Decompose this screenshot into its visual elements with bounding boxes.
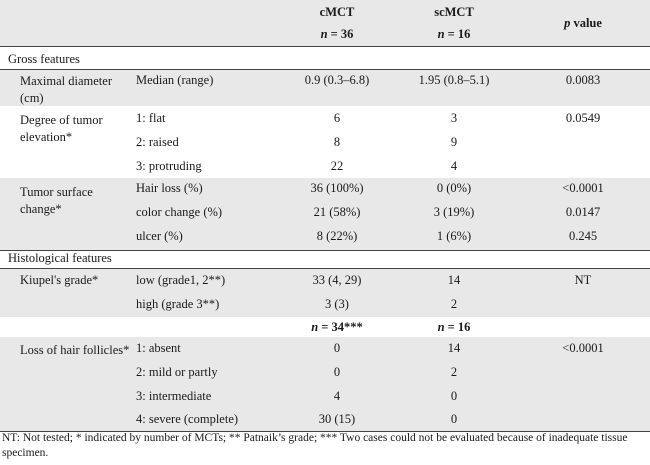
- header-scmct: scMCT: [434, 5, 474, 19]
- p-hair: <0.0001: [562, 341, 604, 355]
- scmct-surf2: 3 (19%): [433, 205, 475, 219]
- cmct-hair1: 0: [333, 341, 341, 355]
- p-maxdiam: 0.0083: [565, 73, 601, 87]
- sub-kiupel2: high (grade 3**): [136, 297, 220, 311]
- feature-elevation: Degree of tumor elevation*: [20, 113, 103, 144]
- scmct-elev3: 4: [450, 159, 458, 173]
- scmct-kiupel1: 14: [447, 273, 461, 287]
- p-elevation: 0.0549: [565, 111, 601, 125]
- scmct-hair2: 2: [450, 365, 458, 379]
- scmct-surf1: 0 (0%): [436, 181, 472, 195]
- cmct-kiupel2: 3 (3): [325, 297, 349, 311]
- sub-surf2: color change (%): [136, 205, 223, 219]
- scmct-kiupel2: 2: [450, 297, 458, 311]
- cmct-maxdiam: 0.9 (0.3–6.8): [304, 73, 370, 87]
- sub-elev3: 3: protruding: [136, 159, 202, 173]
- sub-elev2: 2: raised: [136, 135, 179, 149]
- n-scmct-histo: n = 16: [437, 320, 471, 334]
- sub-hair4: 4: severe (complete): [136, 412, 239, 426]
- sub-surf3: ulcer (%): [136, 229, 183, 243]
- cmct-hair4: 30 (15): [318, 412, 356, 426]
- feature-surface: Tumor surface change*: [20, 185, 93, 216]
- scmct-hair4: 0: [450, 412, 458, 426]
- p-surf2: 0.0147: [565, 205, 601, 219]
- cmct-elev1: 6: [333, 111, 341, 125]
- divider: [0, 46, 650, 47]
- n-cmct-histo: n = 34***: [311, 320, 363, 334]
- scmct-hair3: 0: [450, 389, 458, 403]
- p-surf3: 0.245: [568, 229, 598, 243]
- header-n-cmct: n = 36: [320, 27, 354, 41]
- p-kiupel: NT: [574, 273, 592, 287]
- section-histo: Histological features: [8, 251, 112, 265]
- sub-kiupel1: low (grade1, 2**): [136, 273, 226, 287]
- scmct-maxdiam: 1.95 (0.8–5.1): [418, 73, 490, 87]
- sub-hair3: 3: intermediate: [136, 389, 212, 403]
- scmct-elev1: 3: [450, 111, 458, 125]
- cmct-kiupel1: 33 (4, 29): [312, 273, 362, 287]
- feature-kiupel: Kiupel's grade*: [20, 273, 99, 287]
- header-pvalue: p value: [564, 16, 602, 30]
- cmct-surf2: 21 (58%): [313, 205, 361, 219]
- sub-surf1: Hair loss (%): [136, 181, 203, 195]
- feature-hair: Loss of hair follicles*: [20, 343, 130, 357]
- table-footnote: NT: Not tested; * indicated by number of MCTs; ** Patnaik’s grade; *** Two cases could not be evaluated because of inadequate tissue specimen.: [2, 432, 628, 459]
- cmct-elev2: 8: [333, 135, 341, 149]
- cmct-elev3: 22: [330, 159, 344, 173]
- scmct-elev2: 9: [450, 135, 458, 149]
- cmct-hair3: 4: [333, 389, 341, 403]
- sub-elev1: 1: flat: [136, 111, 166, 125]
- sub-maxdiam: Median (range): [136, 73, 214, 87]
- feature-maxdiam: Maximal diameter (cm): [20, 74, 112, 105]
- cmct-surf3: 8 (22%): [316, 229, 358, 243]
- cmct-hair2: 0: [333, 365, 341, 379]
- cmct-surf1: 36 (100%): [310, 181, 364, 195]
- scmct-hair1: 14: [447, 341, 461, 355]
- sub-hair1: 1: absent: [136, 341, 181, 355]
- p-surf1: <0.0001: [562, 181, 604, 195]
- scmct-surf3: 1 (6%): [436, 229, 472, 243]
- header-n-scmct: n = 16: [437, 27, 471, 41]
- sub-hair2: 2: mild or partly: [136, 365, 218, 379]
- section-gross: Gross features: [8, 52, 80, 66]
- header-cmct: cMCT: [319, 5, 355, 19]
